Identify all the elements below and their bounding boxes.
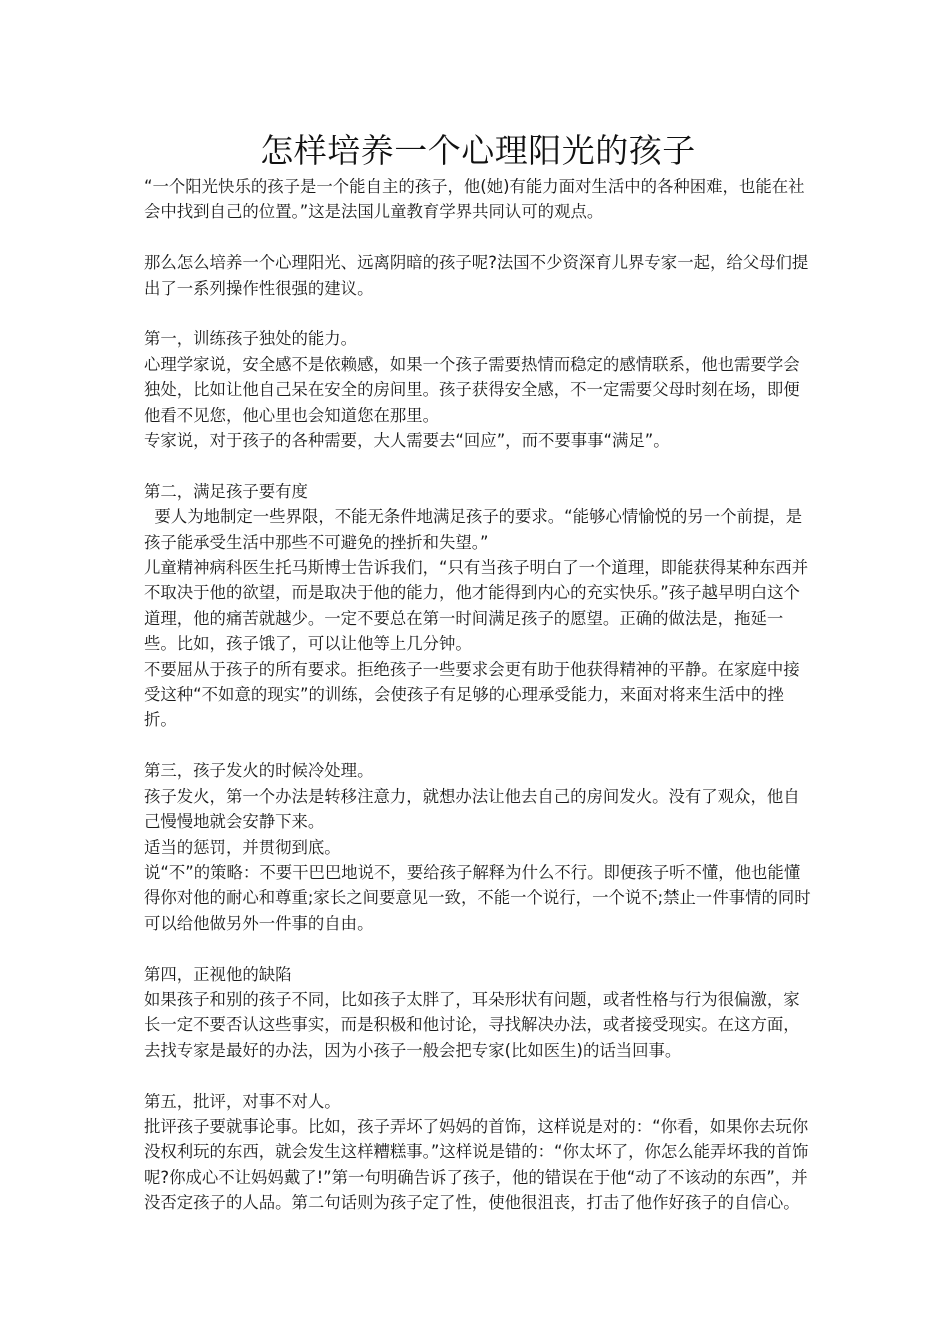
paragraph: 儿童精神病科医生托马斯博士告诉我们，“只有当孩子明白了一个道理，即能获得某种东西并不取决于他的欲望，而是取决于他的能力，他才能得到内心的充实快乐。”孩子越早明白这个 道理，他的痛苦就越少。一定不要总在第一时间满足孩子的愿望。正确的做法是，拖延一些。比如，孩子饿了，可以让他等上几分钟。 [144, 558, 809, 654]
paragraph: 适当的惩罚，并贯彻到底。 [144, 837, 341, 857]
paragraph: 心理学家说，安全感不是依赖感，如果一个孩子需要热情而稳定的感情联系，他也需要学会独处，比如让他自己呆在安全的房间里。孩子获得安全感，不一定需要父母时刻在场，即便他看不见您，他心里也会知道您在那里。 [144, 354, 800, 425]
document-body [144, 174, 812, 1216]
paragraph-spacer [144, 301, 812, 326]
document-page [144, 128, 812, 1216]
paragraph-spacer [144, 1063, 812, 1088]
paragraph-spacer [144, 225, 812, 250]
paragraph: 那么怎么培养一个心理阳光、远离阴暗的孩子呢?法国不少资深育儿界专家一起，给父母们提出了一系列操作性很强的建议。 [144, 253, 809, 298]
paragraph-spacer [144, 453, 812, 478]
paragraph: 如果孩子和别的孩子不同，比如孩子太胖了，耳朵形状有问题，或者性格与行为很偏激，家长一定不要否认这些事实，而是积极和他讨论，寻找解决办法，或者接受现实。在这方面，去找专家是最好的办法，因为小孩子一般会把专家(比如医生)的话当回事。 [144, 989, 800, 1060]
paragraph: 批评孩子要就事论事。比如，孩子弄坏了妈妈的首饰，这样说是对的：“你看，如果你去玩你没权利玩的东西，就会发生这样糟糕事。”这样说是错的：“你太坏了，你怎么能弄坏我的首饰呢?你成心不让妈妈戴了!”第一句明确告诉了孩子，他的错误在于他“动了不该动的东西”，并没否定孩子的人品。第二句话则为孩子定了性，使他很沮丧，打击了他作好孩子的自信心。 [144, 1116, 809, 1213]
paragraph: 孩子发火，第一个办法是转移注意力，就想办法让他去自己的房间发火。没有了观众，他自己慢慢地就会安静下来。 [144, 786, 800, 832]
paragraph: 第一，训练孩子独处的能力。 [144, 329, 358, 349]
paragraph: “一个阳光快乐的孩子是一个能自主的孩子，他(她)有能力面对生活中的各种困难，也能在社会中找到自己的位置。”这是法国儿童教育学界共同认可的观点。 [144, 177, 805, 222]
paragraph-spacer [144, 936, 812, 961]
paragraph: 专家说，对于孩子的各种需要，大人需要去“回应”，而不要事事“满足”。 [144, 431, 670, 451]
paragraph: 第二，满足孩子要有度 [144, 481, 308, 501]
paragraph: 不要屈从于孩子的所有要求。拒绝孩子一些要求会更有助于他获得精神的平静。在家庭中接受这种“不如意的现实”的训练，会使孩子有足够的心理承受能力，来面对将来生活中的挫折。 [144, 659, 800, 730]
paragraph: 第五，批评，对事不对人。 [144, 1091, 341, 1111]
paragraph-spacer [144, 733, 812, 758]
document-title: 怎样培养一个心理阳光的孩子 [260, 131, 696, 170]
paragraph: 要人为地制定一些界限，不能无条件地满足孩子的要求。“能够心情愉悦的另一个前提，是孩子能承受生活中那些不可避免的挫折和失望。” [144, 507, 803, 552]
paragraph: 第四，正视他的缺陷 [144, 964, 292, 984]
paragraph: 说“不”的策略：不要干巴巴地说不，要给孩子解释为什么不行。即便孩子听不懂，他也能懂得你对他的耐心和尊重;家长之间要意见一致，不能一个说行，一个说不;禁止一件事情的同时可以给他做另外一件事的自由。 [144, 862, 811, 933]
paragraph: 第三，孩子发火的时候冷处理。 [144, 761, 374, 781]
